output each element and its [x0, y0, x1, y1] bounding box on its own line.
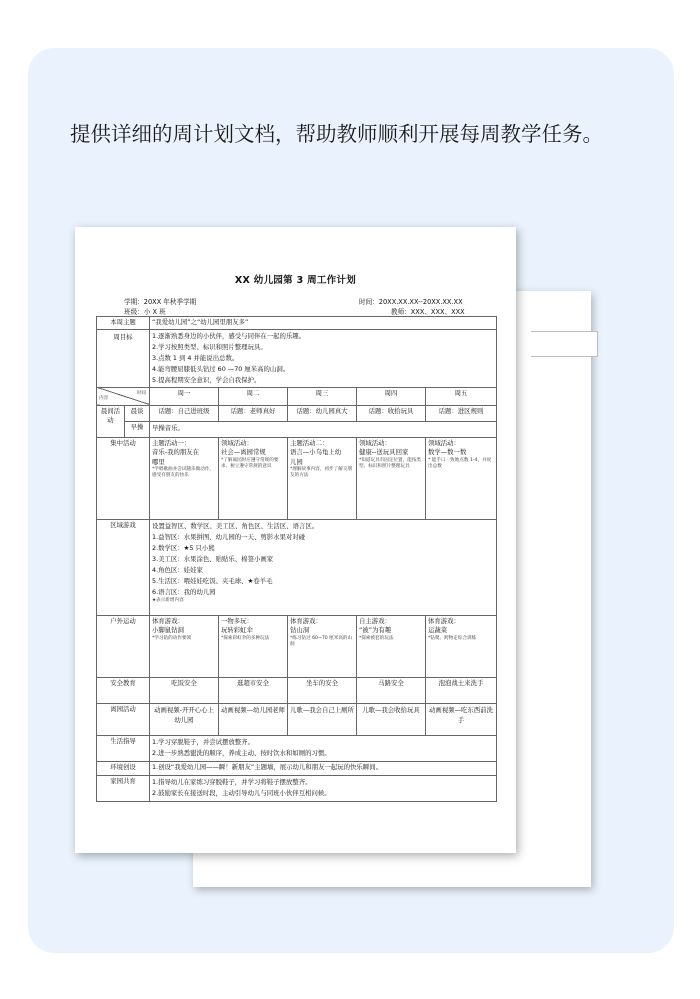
- morning-label: 晨间活动: [97, 405, 125, 437]
- morning-talk-label: 晨谈: [125, 405, 150, 421]
- area-item: 4.角色区：娃娃家: [152, 565, 203, 574]
- focus-cell: [288, 437, 357, 519]
- focus-line: 主题活动二：: [290, 438, 329, 447]
- env-row: [97, 761, 497, 775]
- day-header: 周二: [219, 387, 288, 405]
- class-info: 班级：小 X 班: [124, 308, 166, 316]
- focus-line: 哪里: [152, 457, 165, 466]
- weekly-plan-table: [96, 316, 497, 802]
- goal-item: 3.点数 1 到 4 并能说出总数。: [152, 353, 239, 362]
- goal-list: [150, 329, 497, 387]
- safety-cell: 吃饭安全: [150, 677, 219, 703]
- outdoor-cell: [219, 615, 288, 677]
- focus-note: *学唱歌曲并尝试随乐做动作，感受有朋友的快乐: [152, 467, 215, 479]
- goal-item: 2.学习按照类型、标识和照片整理玩具。: [152, 342, 267, 351]
- outdoor-note: *钻爬、跨物走综合训练: [428, 635, 477, 641]
- goal-item: 4.能弯腰屈膝低头钻过 60 —70 厘米高的山洞。: [152, 364, 290, 373]
- safety-cell: 逛超市安全: [219, 677, 288, 703]
- outdoor-note: *探索彩虹伞的多种玩法: [221, 635, 270, 641]
- focus-note: * 能手口一致地点数 1-4，并说出总数: [428, 457, 492, 469]
- safety-cell: 坐车的安全: [288, 677, 357, 703]
- focus-line: 语言—小乌龟上幼: [290, 448, 342, 456]
- exercise-value: 早操音乐。: [150, 421, 497, 437]
- focus-line: 数学—数一数: [428, 448, 467, 456]
- outdoor-line: 体育游戏：: [152, 616, 184, 625]
- focus-cell: [219, 437, 288, 519]
- area-item: 2.数学区：★5 只小熊: [152, 543, 215, 552]
- focus-line: 领域活动：: [221, 438, 253, 447]
- focus-cell: [150, 437, 219, 519]
- outdoor-line: 体育游戏：: [428, 616, 460, 625]
- corner-content-label: 内容: [99, 396, 109, 401]
- theme-label: 本周主题: [97, 317, 150, 330]
- focus-cell: [426, 437, 497, 519]
- focus-cell: [357, 437, 426, 519]
- area-list: [150, 519, 497, 615]
- focus-line: 主题活动一：: [152, 438, 191, 447]
- morning-talk-cell: 话题：幼儿园真大: [288, 405, 357, 421]
- outdoor-cell: [150, 615, 219, 677]
- focus-note: *理解故事内容，初步了解交朋友的方法: [290, 467, 353, 479]
- semester-info: 学期：20XX 年秋季学期: [124, 298, 197, 306]
- outdoor-label: 户外运动: [97, 615, 150, 677]
- life-list: [150, 735, 497, 761]
- life-label: 生活指导: [97, 735, 150, 761]
- area-note: ★表示新增内容: [152, 597, 184, 603]
- leave-label: 离园活动: [97, 703, 150, 735]
- morning-talk-cell: 话题：进区规则: [426, 405, 497, 421]
- focus-label: 集中活动: [97, 437, 150, 519]
- area-item: 6.语言区：我的幼儿园: [152, 587, 216, 596]
- home-label: 家园共育: [97, 775, 150, 801]
- leave-row: [97, 703, 497, 735]
- focus-line: 领域活动：: [359, 438, 391, 447]
- area-item: 5.生活区：喂娃娃吃饭、夹毛球、★卷羊毛: [152, 576, 273, 585]
- safety-cell: 马路安全: [357, 677, 426, 703]
- day-header: 周五: [426, 387, 497, 405]
- focus-line: 健康--送玩具回家: [359, 448, 409, 456]
- day-header: 周三: [288, 387, 357, 405]
- safety-row: [97, 677, 497, 703]
- day-header: 周四: [357, 387, 426, 405]
- morning-talk-cell: 话题：收拾玩具: [357, 405, 426, 421]
- area-item: 3.美工区：水果涂色、贴贴乐、棉签小画家: [152, 554, 274, 563]
- outdoor-note: *练习钻过 60~70 厘米高的山洞: [290, 635, 353, 647]
- theme-row: [97, 317, 497, 330]
- morning-talk-cell: 话题：自己进班级: [150, 405, 219, 421]
- exercise-row: [97, 421, 497, 437]
- life-row: [97, 735, 497, 761]
- focus-row: [97, 437, 497, 519]
- headline: 提供详细的周计划文档，帮助教师顺利开展每周教学任务。: [70, 122, 603, 146]
- area-item: 设置益智区、数学区、美工区、角色区、生活区、语言区。: [152, 521, 319, 530]
- goal-row: [97, 329, 497, 387]
- leave-cell: 动画视频—吃东西前洗手: [426, 703, 497, 735]
- exercise-label: 早操: [125, 421, 150, 437]
- outdoor-line: 一物多玩：: [221, 616, 253, 625]
- outdoor-line: 运蔬菜: [428, 626, 448, 634]
- time-info: 时间：20XX.XX.XX--20XX.XX.XX: [359, 298, 463, 306]
- day-header: 周一: [150, 387, 219, 405]
- leave-cell: 动画视频-开开心心上幼儿园: [150, 703, 219, 735]
- area-label: 区域游戏: [97, 519, 150, 615]
- home-row: [97, 775, 497, 801]
- outdoor-line: 体育游戏：: [290, 616, 322, 625]
- area-item: 1.益智区：水果拼图、幼儿园的一天、剪影水果对对碰: [152, 532, 306, 541]
- env-label: 环境创设: [97, 761, 150, 775]
- teacher-info: 教师：XXX、XXX、XXX: [391, 308, 465, 316]
- outdoor-row: [97, 615, 497, 677]
- life-item: 2.进一步熟悉盥洗的顺序，养成主动、按时饮水和如厕的习惯。: [152, 748, 331, 757]
- home-item: 2.鼓励家长在接送时段，主动引导幼儿与同班小伙伴互相问候。: [152, 788, 331, 797]
- safety-label: 安全教育: [97, 677, 150, 703]
- focus-line: 音乐-我的朋友在: [152, 448, 200, 456]
- outdoor-note: *探索被套的玩法: [359, 635, 394, 641]
- env-value: 1.创设“我爱幼儿园——瞬！新朋友”主题墙，展示幼儿和朋友一起玩的快乐瞬间。: [150, 761, 497, 775]
- life-item: 1.学习穿脱鞋子，并尝试摆放整齐。: [152, 737, 254, 746]
- back-paper-box: [531, 331, 598, 357]
- outdoor-cell: [357, 615, 426, 677]
- outdoor-note: *学习钻的动作要领: [152, 635, 192, 641]
- focus-line: 儿园: [290, 457, 303, 466]
- outdoor-line: 小脚鼠钻洞: [152, 626, 184, 634]
- goal-item: 1.逐渐熟悉身边的小伙伴，感受与同伴在一起的乐趣。: [152, 331, 306, 340]
- leave-cell: 儿歌—我会自己上厕所: [288, 703, 357, 735]
- outdoor-line: 钻山洞: [290, 626, 310, 634]
- goal-item: 5.提高程期安全意识，学会自我保护。: [152, 375, 261, 384]
- outdoor-line: 玩转彩虹伞: [221, 626, 253, 634]
- leave-cell: 儿歌—我会收拾玩具: [357, 703, 426, 735]
- focus-line: 社会—离园常规: [221, 448, 266, 456]
- area-row: [97, 519, 497, 615]
- safety-cell: 泡泡战士来洗手: [426, 677, 497, 703]
- focus-note: *了解离园时应遵守常规的要求，树立遵守常规的意识: [221, 457, 279, 469]
- doc-title: XX 幼儿园第 3 周工作计划: [234, 275, 357, 286]
- focus-note: *知道玩具有固定位置，能按类型、标识和照片整理玩具: [359, 457, 422, 469]
- outdoor-cell: [288, 615, 357, 677]
- table-corner: [97, 387, 150, 405]
- outdoor-line: “被”为有趣: [359, 626, 392, 634]
- outdoor-line: 自主游戏：: [359, 616, 391, 625]
- home-list: [150, 775, 497, 801]
- corner-time-label: 时间: [136, 390, 146, 396]
- leave-cell: 动画视频—幼儿园老师: [219, 703, 288, 735]
- home-item: 1.指导幼儿在家练习穿脱鞋子，并学习将鞋子摆放整齐。: [152, 777, 312, 786]
- theme-value: “我爱幼儿园”之“幼儿园里朋友多”: [150, 317, 497, 330]
- day-header-row: [97, 387, 497, 405]
- morning-talk-row: [97, 405, 497, 421]
- focus-line: 领域活动：: [428, 438, 460, 447]
- morning-talk-cell: 话题：老师真好: [219, 405, 288, 421]
- outdoor-cell: [426, 615, 497, 677]
- goal-label: 周目标: [97, 329, 150, 387]
- front-paper: [75, 227, 516, 853]
